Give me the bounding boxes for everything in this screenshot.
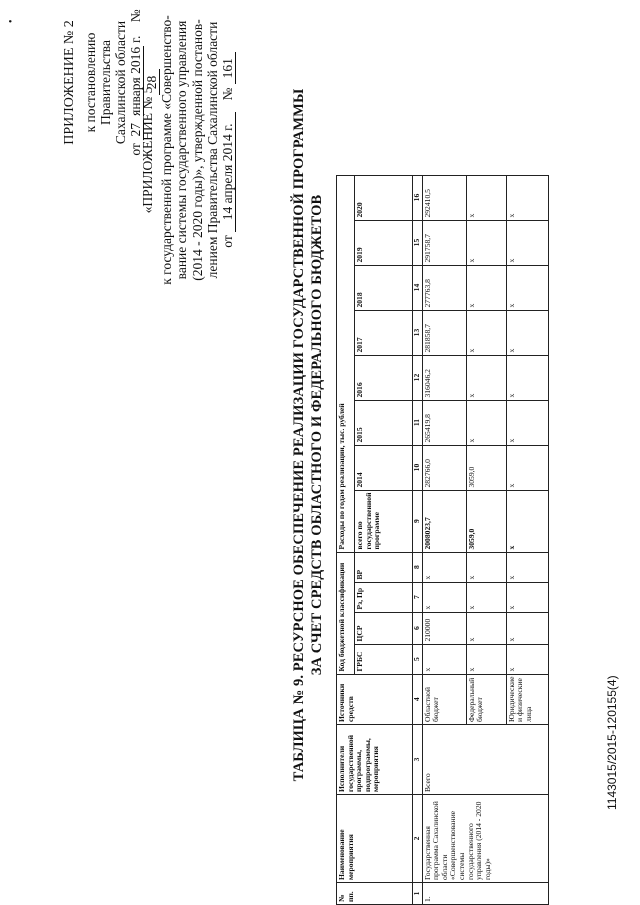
column-number: 7 xyxy=(413,582,423,612)
table-row xyxy=(422,175,466,904)
header-year: 2015 xyxy=(355,400,413,445)
document-number: 1143015/2015-120155(4) xyxy=(605,675,619,810)
column-number: 5 xyxy=(413,644,423,674)
appendix-2-line2: Сахалинской области xyxy=(113,20,128,145)
row-year-value: 265419,8 xyxy=(422,400,466,445)
column-number: 15 xyxy=(413,220,423,265)
row-total: 2008023,7 xyxy=(422,490,466,552)
appendix-5-line3: (2014 - 2020 годы)», утвержденной постанов- xyxy=(189,19,205,281)
column-number: 11 xyxy=(413,400,423,445)
table-title-line1: ТАБЛИЦА № 9. РЕСУРСНОЕ ОБЕСПЕЧЕНИЕ РЕАЛИЗАЦИИ ГОСУДАРСТВЕННОЙ ПРОГРАММЫ xyxy=(291,88,307,782)
row-year-value: 277763,8 xyxy=(422,265,466,310)
row-year-value: х xyxy=(466,355,506,400)
header-year: 2020 xyxy=(355,175,413,220)
row-rzpr: х xyxy=(422,582,466,612)
appendix-5-line4: лением Правительства Сахалинской области xyxy=(204,21,220,279)
header-year: 2018 xyxy=(355,265,413,310)
column-number: 2 xyxy=(413,795,423,883)
row-number: 1. xyxy=(422,883,548,905)
row-vr: х xyxy=(466,552,506,582)
column-number: 4 xyxy=(413,674,423,724)
appendix-2-day: 27 xyxy=(128,120,144,140)
row-year-value: х xyxy=(506,265,548,310)
row-year-value: х xyxy=(466,400,506,445)
row-year-value: х xyxy=(466,220,506,265)
resource-table xyxy=(336,175,549,905)
row-source: Федеральный бюджет xyxy=(466,674,506,724)
row-grbs: х xyxy=(422,644,466,674)
header-name: Наименование мероприятия xyxy=(337,795,413,883)
row-year-value: х xyxy=(506,355,548,400)
row-source: Юридические и физические лица xyxy=(506,674,548,724)
row-grbs: х xyxy=(466,644,506,674)
appendix-5-date: 14 апреля 2014 г. xyxy=(220,112,236,232)
row-rzpr: х xyxy=(466,582,506,612)
appendix-2-date-line: от 27 января 2016 г. № 28 xyxy=(128,9,159,156)
row-vr: х xyxy=(422,552,466,582)
header-csr: ЦСР xyxy=(355,612,413,644)
header-total: всего по государственной программе xyxy=(355,490,413,552)
column-number: 6 xyxy=(413,612,423,644)
appendix-5-block xyxy=(140,0,236,310)
row-year-value: 3059,0 xyxy=(466,445,506,490)
row-year-value: х xyxy=(466,265,506,310)
row-year-value: х xyxy=(506,400,548,445)
row-year-value: х xyxy=(466,175,506,220)
row-year-value: 281858,7 xyxy=(422,310,466,355)
column-number: 3 xyxy=(413,725,423,795)
table-title xyxy=(290,5,326,865)
row-year-value: х xyxy=(466,310,506,355)
row-total: 3059,0 xyxy=(466,490,506,552)
header-year: 2019 xyxy=(355,220,413,265)
row-csr: х xyxy=(466,612,506,644)
column-number: 10 xyxy=(413,445,423,490)
header-year: 2016 xyxy=(355,355,413,400)
row-executor: Всего xyxy=(422,725,548,795)
header-grbs: ГРБС xyxy=(355,644,413,674)
appendix-2-month-year: января 2016 xyxy=(128,46,143,116)
column-number: 16 xyxy=(413,175,423,220)
row-total: х xyxy=(506,490,548,552)
row-year-value: х xyxy=(506,175,548,220)
appendix-5-title: «ПРИЛОЖЕНИЕ № 5 xyxy=(140,86,155,214)
header-rzpr: Рз, Пр xyxy=(355,582,413,612)
appendix-5-line1: к государственной программе «Совершенство- xyxy=(159,15,175,285)
column-number: 14 xyxy=(413,265,423,310)
row-source: Областной бюджет xyxy=(422,674,466,724)
row-grbs: х xyxy=(506,644,548,674)
row-vr: х xyxy=(506,552,548,582)
row-program-name: Государственная программа Сахалинской области «Совершенствование системы государственного управления (2014 - 2020 годы)» xyxy=(422,795,548,883)
header-year: 2014 xyxy=(355,445,413,490)
appendix-5-date-line: от 14 апреля 2014 г. № 161 xyxy=(220,0,236,310)
corner-mark: • xyxy=(6,19,17,23)
header-year: 2017 xyxy=(355,310,413,355)
appendix-2-title: ПРИЛОЖЕНИЕ № 2 xyxy=(62,20,77,145)
row-csr: 210000 xyxy=(422,612,466,644)
column-number: 8 xyxy=(413,552,423,582)
row-year-value: х xyxy=(506,445,548,490)
column-number: 1 xyxy=(413,883,423,905)
appendix-2-number: 28 xyxy=(144,70,160,96)
column-number: 9 xyxy=(413,490,423,552)
table-title-line2: ЗА СЧЕТ СРЕДСТВ ОБЛАСТНОГО И ФЕДЕРАЛЬНОГО БЮДЖЕТОВ xyxy=(309,194,325,676)
row-csr: х xyxy=(506,612,548,644)
row-year-value: х xyxy=(506,310,548,355)
header-source: Источники средств xyxy=(337,674,413,724)
header-vr: ВР xyxy=(355,552,413,582)
appendix-2-line1: к постановлению Правительства xyxy=(83,32,113,133)
header-expenses: Расходы по годам реализации, тыс. рублей xyxy=(337,175,355,552)
row-year-value: 282766,0 xyxy=(422,445,466,490)
header-budget-code: Код бюджетной классификации xyxy=(337,552,355,674)
column-number: 12 xyxy=(413,355,423,400)
row-year-value: х xyxy=(506,220,548,265)
appendix-5-line2: вание системы государственного управления xyxy=(174,20,190,280)
appendix-5-number: 161 xyxy=(220,52,236,84)
row-year-value: 291758,7 xyxy=(422,220,466,265)
row-year-value: 292410,5 xyxy=(422,175,466,220)
column-number-row xyxy=(413,175,423,904)
header-number: № пп. xyxy=(337,883,413,905)
row-rzpr: х xyxy=(506,582,548,612)
header-executor: Исполнители государственной программы, подпрограммы, мероприятия xyxy=(337,725,413,795)
row-year-value: 316046,2 xyxy=(422,355,466,400)
column-number: 13 xyxy=(413,310,423,355)
